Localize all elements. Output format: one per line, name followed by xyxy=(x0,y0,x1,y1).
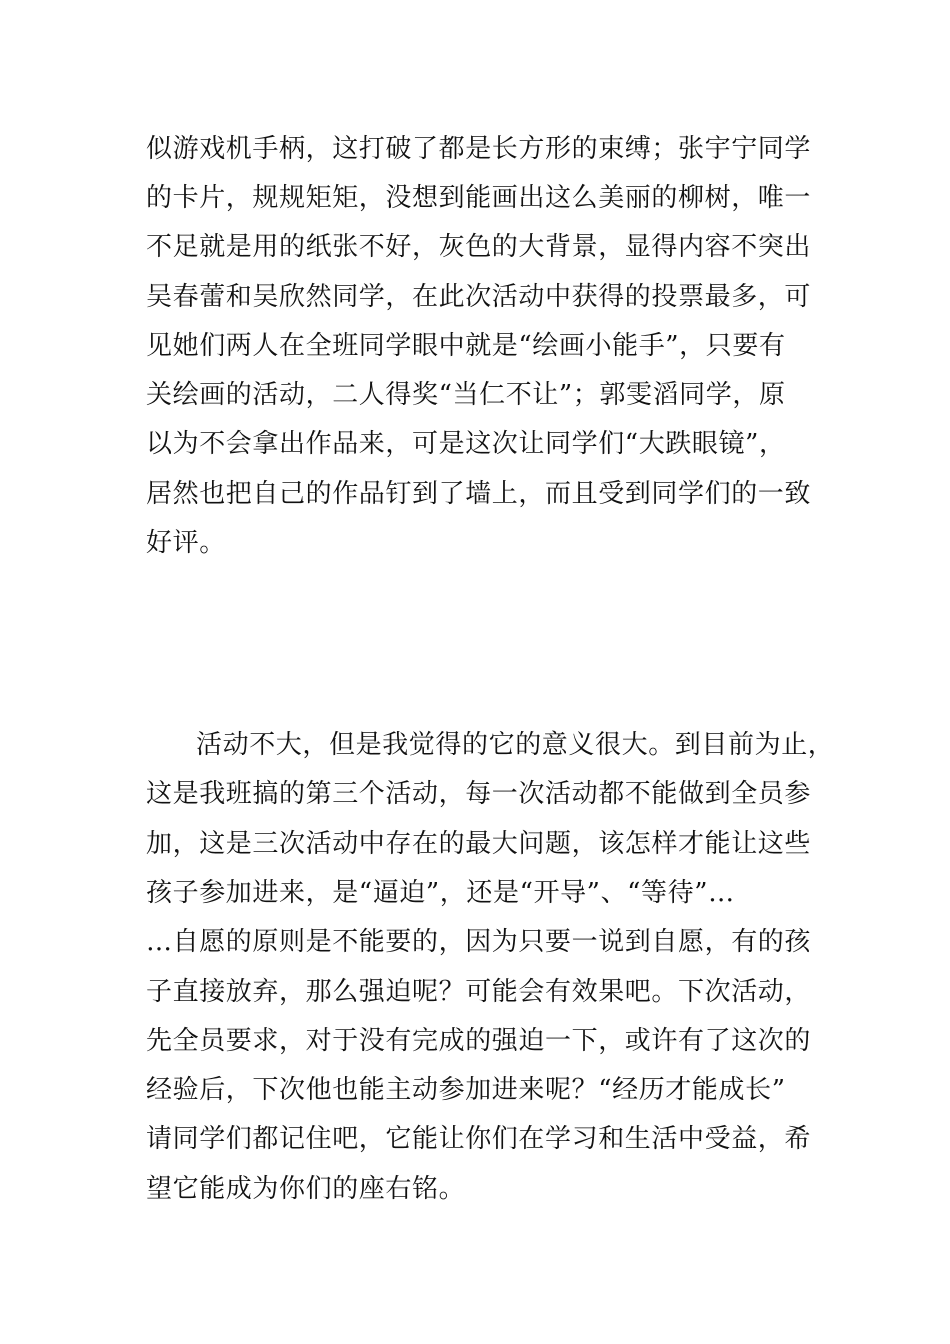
paragraph-1-line: 居然也把自己的作品钉到了墙上，而且受到同学们的一致 xyxy=(146,479,812,509)
paragraph-1-line: 关绘画的活动，二人得奖“当仁不让”；郭雯滔同学，原 xyxy=(146,380,786,410)
paragraph-1-line: 不足就是用的纸张不好，灰色的大背景，显得内容不突出 xyxy=(146,232,812,262)
paragraph-2-line: 加，这是三次活动中存在的最大问题，该怎样才能让这些 xyxy=(146,829,812,859)
paragraph-2-line: …自愿的原则是不能要的，因为只要一说到自愿，有的孩 xyxy=(146,927,812,957)
paragraph-2-line: 经验后，下次他也能主动参加进来呢？“经历才能成长” xyxy=(146,1075,786,1105)
paragraph-1-line: 的卡片，规规矩矩，没想到能画出这么美丽的柳树，唯一 xyxy=(146,183,812,213)
paragraph-2-line: 这是我班搞的第三个活动，每一次活动都不能做到全员参 xyxy=(146,779,812,809)
paragraph-2-line: 活动不大，但是我觉得的它的意义很大。到目前为止， xyxy=(196,730,835,760)
paragraph-2-line: 子直接放弃，那么强迫呢？可能会有效果吧。下次活动， xyxy=(146,977,812,1007)
paragraph-1-line: 吴春蕾和吴欣然同学，在此次活动中获得的投票最多，可 xyxy=(146,282,812,312)
paragraph-1-line: 见她们两人在全班同学眼中就是“绘画小能手”，只要有 xyxy=(146,331,786,361)
paragraph-1-line: 似游戏机手柄，这打破了都是长方形的束缚；张宇宁同学 xyxy=(146,134,812,164)
paragraph-2-line: 先全员要求，对于没有完成的强迫一下，或许有了这次的 xyxy=(146,1026,812,1056)
paragraph-2-line: 孩子参加进来，是“逼迫”，还是“开导”、“等待”… xyxy=(146,878,735,908)
paragraph-2-line: 望它能成为你们的座右铭。 xyxy=(146,1174,466,1204)
paragraph-1-line: 好评。 xyxy=(146,528,226,558)
paragraph-2-line: 请同学们都记住吧，它能让你们在学习和生活中受益，希 xyxy=(146,1124,812,1154)
paragraph-1-line: 以为不会拿出作品来，可是这次让同学们“大跌眼镜”， xyxy=(146,429,786,459)
